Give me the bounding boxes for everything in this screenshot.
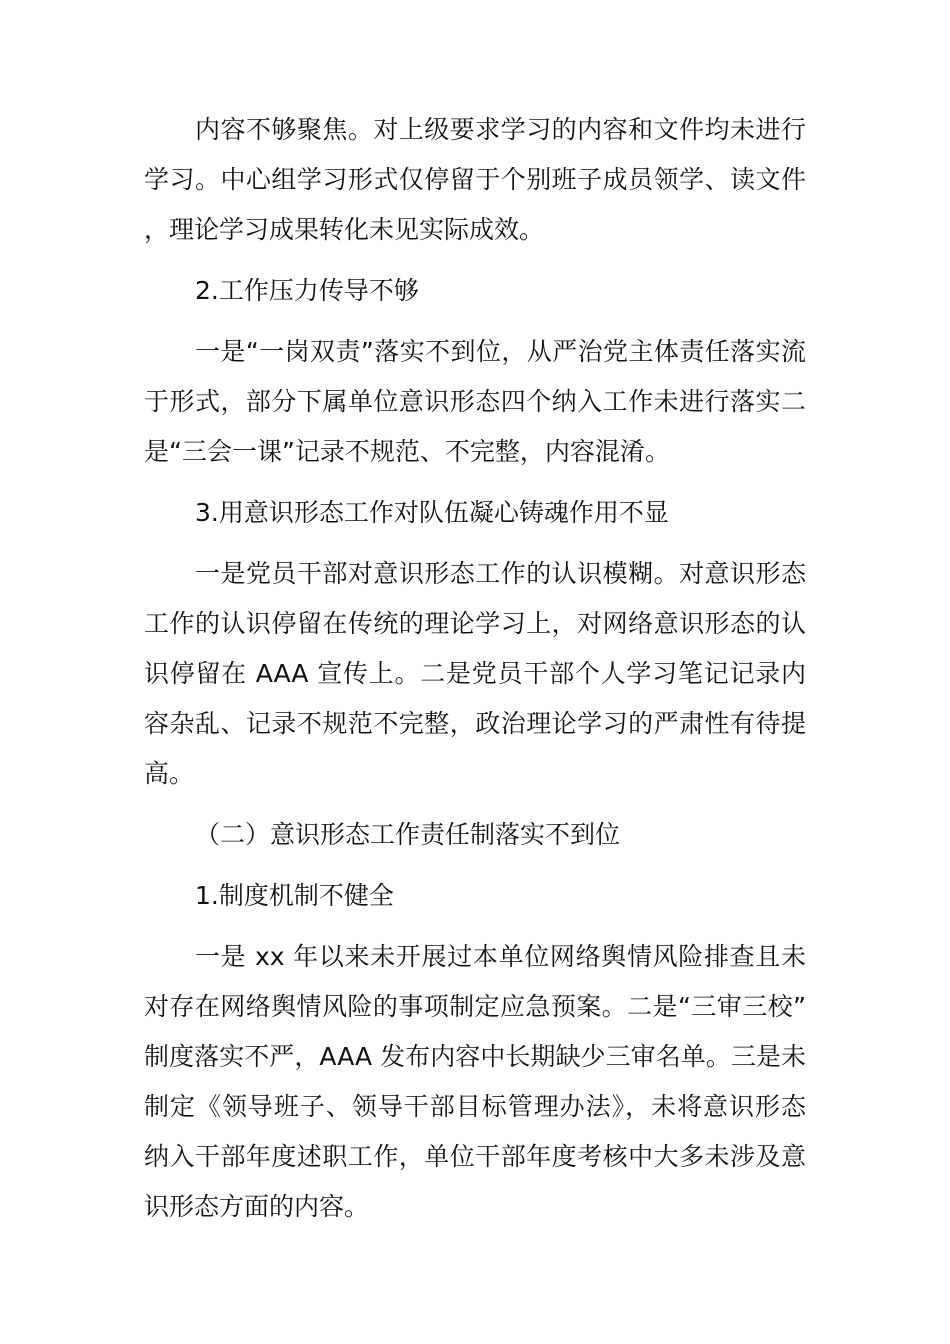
paragraph-one-post-two-duties: 一是“一岗双责”落实不到位，从严治党主体责任落实流于形式，部分下属单位意识形态四个纳入工作未进行落实二是“三会一课”记录不规范、不完整，内容混淆。 <box>144 337 806 466</box>
heading-ideology-team-building: 3.用意识形态工作对队伍凝心铸魂作用不显 <box>195 498 669 527</box>
document-body <box>144 105 806 1243</box>
paragraph-cadre-awareness: 一是党员干部对意识形态工作的认识模糊。对意识形态工作的认识停留在传统的理论学习上，对网络意识形态的认识停留在 AAA 宣传上。二是党员干部个人学习笔记记录内容杂乱、记录不规范不完整，政治理论学习的严肃性有待提高。 <box>144 559 806 788</box>
heading-work-pressure: 2.工作压力传导不够 <box>195 276 419 305</box>
heading-institutional-mechanism: 1.制度机制不健全 <box>195 881 394 910</box>
paragraph-risk-screening: 一是 xx 年以来未开展过本单位网络舆情风险排查且未对存在网络舆情风险的事项制定应急预案。二是“三审三校”制度落实不严，AAA 发布内容中长期缺少三审名单。三是未制定《领导班子、领导干部目标管理办法》，未将意识形态纳入干部年度述职工作，单位干部年度考核中大多未涉及意识形态方面的内容。 <box>144 942 806 1221</box>
heading-responsibility-system: （二）意识形态工作责任制落实不到位 <box>195 820 621 849</box>
paragraph-study-focus: 内容不够聚焦。对上级要求学习的内容和文件均未进行学习。中心组学习形式仅停留于个别班子成员领学、读文件，理论学习成果转化未见实际成效。 <box>144 115 806 244</box>
